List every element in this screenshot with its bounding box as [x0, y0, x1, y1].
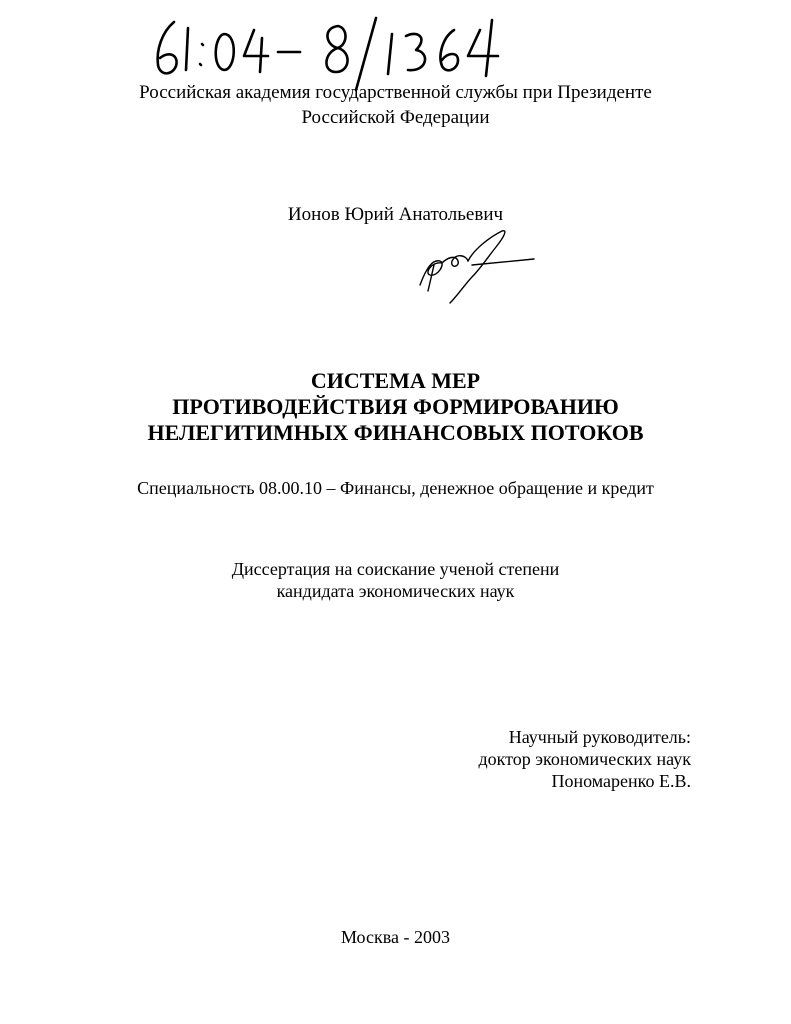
title-line-1: СИСТЕМА МЕР: [310, 368, 481, 393]
degree-statement: [0, 558, 791, 602]
dissertation-title: [0, 368, 791, 446]
title-line-3: НЕЛЕГИТИМНЫХ ФИНАНСОВЫХ ПОТОКОВ: [147, 420, 644, 445]
degree-line-1: Диссертация на соискание ученой степени: [231, 559, 560, 579]
specialty-line: Специальность 08.00.10 – Финансы, денежное обращение и кредит: [137, 478, 654, 498]
title-line-2: ПРОТИВОДЕЙСТВИЯ ФОРМИРОВАНИЮ: [172, 394, 619, 419]
degree-line-2: кандидата экономических наук: [276, 581, 515, 601]
supervisor-degree: доктор экономических наук: [478, 749, 691, 769]
institution-line-1: Российская академия государственной службы при Президенте: [139, 82, 652, 103]
institution-name: [0, 80, 791, 130]
supervisor-name: Пономаренко Е.В.: [551, 771, 691, 791]
supervisor-block: [479, 726, 691, 792]
supervisor-label: Научный руководитель:: [508, 727, 691, 747]
city-year: Москва - 2003: [341, 927, 450, 947]
signature-image: [412, 225, 542, 305]
institution-line-2: Российской Федерации: [301, 107, 490, 128]
author-name: Ионов Юрий Анатольевич: [287, 204, 504, 225]
